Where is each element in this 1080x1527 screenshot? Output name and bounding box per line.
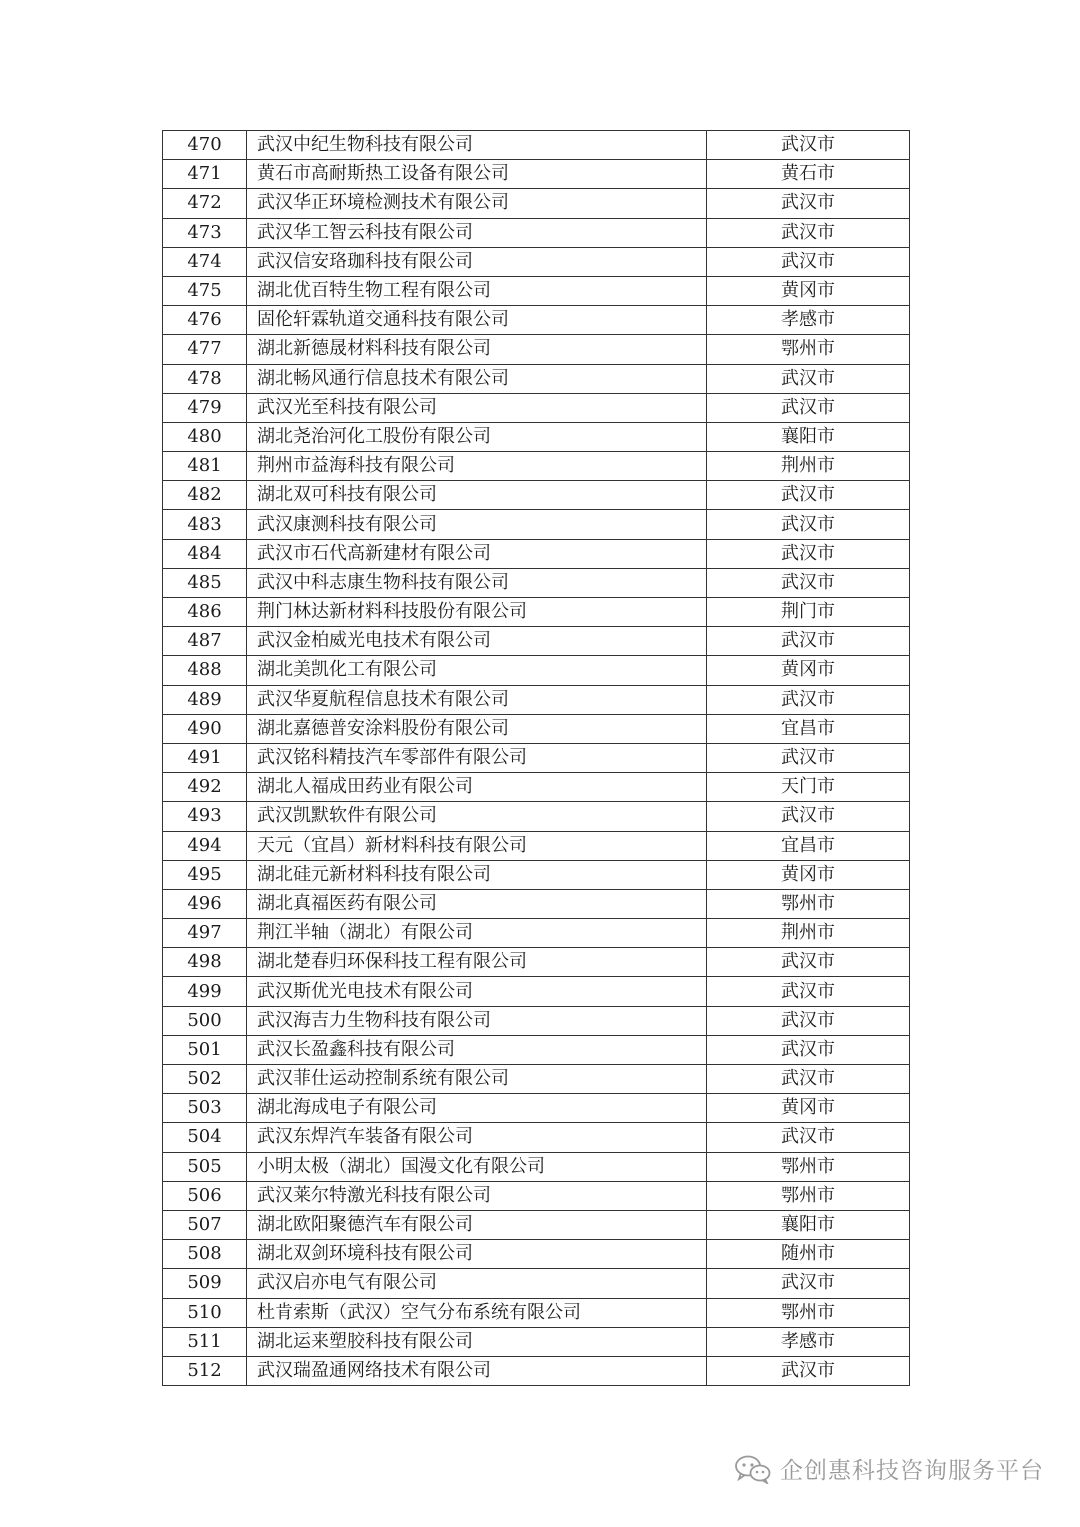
row-number: 486	[163, 598, 247, 627]
row-number: 503	[163, 1094, 247, 1123]
table-row	[163, 743, 910, 772]
row-number: 494	[163, 831, 247, 860]
city-name: 黄冈市	[707, 656, 910, 685]
table-row	[163, 1210, 910, 1239]
table-row	[163, 714, 910, 743]
company-name: 湖北运来塑胶科技有限公司	[247, 1327, 707, 1356]
city-name: 鄂州市	[707, 335, 910, 364]
table-row	[163, 1240, 910, 1269]
table-row	[163, 1181, 910, 1210]
table-row	[163, 1269, 910, 1298]
city-name: 武汉市	[707, 1065, 910, 1094]
city-name: 武汉市	[707, 977, 910, 1006]
table-row	[163, 364, 910, 393]
company-name: 固伦轩霖轨道交通科技有限公司	[247, 306, 707, 335]
company-name: 武汉东焊汽车装备有限公司	[247, 1123, 707, 1152]
company-table	[162, 130, 910, 1386]
company-name: 天元（宜昌）新材料科技有限公司	[247, 831, 707, 860]
city-name: 宜昌市	[707, 714, 910, 743]
company-name: 武汉康测科技有限公司	[247, 510, 707, 539]
city-name: 武汉市	[707, 1123, 910, 1152]
city-name: 武汉市	[707, 1356, 910, 1385]
company-name: 湖北双可科技有限公司	[247, 481, 707, 510]
city-name: 鄂州市	[707, 1152, 910, 1181]
watermark	[734, 1452, 1044, 1485]
company-name: 武汉华夏航程信息技术有限公司	[247, 685, 707, 714]
table-row	[163, 919, 910, 948]
table-row	[163, 189, 910, 218]
table-row	[163, 1152, 910, 1181]
city-name: 襄阳市	[707, 1210, 910, 1239]
company-name: 湖北海成电子有限公司	[247, 1094, 707, 1123]
city-name: 武汉市	[707, 627, 910, 656]
company-name: 湖北尧治河化工股份有限公司	[247, 422, 707, 451]
company-name: 武汉铭科精技汽车零部件有限公司	[247, 743, 707, 772]
row-number: 497	[163, 919, 247, 948]
row-number: 498	[163, 948, 247, 977]
row-number: 509	[163, 1269, 247, 1298]
table-row	[163, 481, 910, 510]
table-row	[163, 452, 910, 481]
company-name: 武汉中纪生物科技有限公司	[247, 131, 707, 160]
row-number: 480	[163, 422, 247, 451]
table-body	[163, 131, 910, 1386]
table-row	[163, 335, 910, 364]
company-name: 武汉斯优光电技术有限公司	[247, 977, 707, 1006]
table-row	[163, 831, 910, 860]
table-row	[163, 393, 910, 422]
row-number: 495	[163, 860, 247, 889]
table-row	[163, 1327, 910, 1356]
company-name: 武汉信安珞珈科技有限公司	[247, 247, 707, 276]
company-name: 荆州市益海科技有限公司	[247, 452, 707, 481]
company-name: 武汉海吉力生物科技有限公司	[247, 1006, 707, 1035]
city-name: 武汉市	[707, 393, 910, 422]
city-name: 武汉市	[707, 539, 910, 568]
city-name: 孝感市	[707, 306, 910, 335]
table-row	[163, 1065, 910, 1094]
city-name: 荆州市	[707, 452, 910, 481]
row-number: 472	[163, 189, 247, 218]
table-row	[163, 627, 910, 656]
company-name: 武汉中科志康生物科技有限公司	[247, 568, 707, 597]
row-number: 504	[163, 1123, 247, 1152]
row-number: 501	[163, 1035, 247, 1064]
company-name: 荆门林达新材料科技股份有限公司	[247, 598, 707, 627]
row-number: 485	[163, 568, 247, 597]
company-name: 武汉莱尔特激光科技有限公司	[247, 1181, 707, 1210]
city-name: 随州市	[707, 1240, 910, 1269]
row-number: 475	[163, 276, 247, 305]
city-name: 宜昌市	[707, 831, 910, 860]
company-name: 武汉长盈鑫科技有限公司	[247, 1035, 707, 1064]
row-number: 493	[163, 802, 247, 831]
table-row	[163, 539, 910, 568]
table-row	[163, 948, 910, 977]
table-row	[163, 422, 910, 451]
company-name: 武汉市石代高新建材有限公司	[247, 539, 707, 568]
row-number: 487	[163, 627, 247, 656]
city-name: 天门市	[707, 773, 910, 802]
table-row	[163, 1356, 910, 1385]
city-name: 武汉市	[707, 510, 910, 539]
table-row	[163, 1035, 910, 1064]
row-number: 479	[163, 393, 247, 422]
city-name: 武汉市	[707, 189, 910, 218]
row-number: 471	[163, 160, 247, 189]
row-number: 499	[163, 977, 247, 1006]
row-number: 474	[163, 247, 247, 276]
city-name: 黄冈市	[707, 276, 910, 305]
company-name: 武汉凯默软件有限公司	[247, 802, 707, 831]
company-name: 武汉华工智云科技有限公司	[247, 218, 707, 247]
company-name: 杜肯索斯（武汉）空气分布系统有限公司	[247, 1298, 707, 1327]
row-number: 500	[163, 1006, 247, 1035]
city-name: 孝感市	[707, 1327, 910, 1356]
row-number: 477	[163, 335, 247, 364]
company-name: 湖北嘉德普安涂料股份有限公司	[247, 714, 707, 743]
table-row	[163, 131, 910, 160]
row-number: 488	[163, 656, 247, 685]
table-row	[163, 1123, 910, 1152]
wechat-icon	[734, 1454, 772, 1484]
city-name: 鄂州市	[707, 889, 910, 918]
company-name: 黄石市高耐斯热工设备有限公司	[247, 160, 707, 189]
company-name: 湖北畅风通行信息技术有限公司	[247, 364, 707, 393]
city-name: 鄂州市	[707, 1181, 910, 1210]
city-name: 武汉市	[707, 948, 910, 977]
company-name: 武汉启亦电气有限公司	[247, 1269, 707, 1298]
row-number: 496	[163, 889, 247, 918]
table-row	[163, 860, 910, 889]
row-number: 508	[163, 1240, 247, 1269]
city-name: 武汉市	[707, 247, 910, 276]
table-row	[163, 773, 910, 802]
watermark-text: 企创惠科技咨询服务平台	[780, 1458, 1044, 1484]
table-row	[163, 1298, 910, 1327]
company-name: 武汉瑞盈通网络技术有限公司	[247, 1356, 707, 1385]
table-row	[163, 276, 910, 305]
company-name: 湖北硅元新材料科技有限公司	[247, 860, 707, 889]
row-number: 470	[163, 131, 247, 160]
city-name: 黄冈市	[707, 1094, 910, 1123]
city-name: 荆门市	[707, 598, 910, 627]
row-number: 510	[163, 1298, 247, 1327]
table-row	[163, 889, 910, 918]
city-name: 黄石市	[707, 160, 910, 189]
table-row	[163, 598, 910, 627]
table-row	[163, 1006, 910, 1035]
company-name: 湖北新德晟材料科技有限公司	[247, 335, 707, 364]
city-name: 武汉市	[707, 568, 910, 597]
row-number: 489	[163, 685, 247, 714]
row-number: 506	[163, 1181, 247, 1210]
row-number: 512	[163, 1356, 247, 1385]
company-name: 湖北欧阳聚德汽车有限公司	[247, 1210, 707, 1239]
row-number: 476	[163, 306, 247, 335]
city-name: 武汉市	[707, 481, 910, 510]
company-name: 武汉光至科技有限公司	[247, 393, 707, 422]
row-number: 502	[163, 1065, 247, 1094]
row-number: 481	[163, 452, 247, 481]
company-name: 荆江半轴（湖北）有限公司	[247, 919, 707, 948]
row-number: 491	[163, 743, 247, 772]
table-row	[163, 510, 910, 539]
company-name: 湖北优百特生物工程有限公司	[247, 276, 707, 305]
table-row	[163, 218, 910, 247]
table-row	[163, 306, 910, 335]
row-number: 490	[163, 714, 247, 743]
city-name: 武汉市	[707, 1035, 910, 1064]
table-row	[163, 977, 910, 1006]
company-name: 湖北美凯化工有限公司	[247, 656, 707, 685]
company-name: 武汉金柏威光电技术有限公司	[247, 627, 707, 656]
row-number: 507	[163, 1210, 247, 1239]
company-name: 湖北楚春归环保科技工程有限公司	[247, 948, 707, 977]
city-name: 武汉市	[707, 743, 910, 772]
company-name: 武汉菲仕运动控制系统有限公司	[247, 1065, 707, 1094]
table-row	[163, 1094, 910, 1123]
city-name: 武汉市	[707, 802, 910, 831]
row-number: 483	[163, 510, 247, 539]
row-number: 473	[163, 218, 247, 247]
city-name: 武汉市	[707, 1006, 910, 1035]
city-name: 鄂州市	[707, 1298, 910, 1327]
company-name: 小明太极（湖北）国漫文化有限公司	[247, 1152, 707, 1181]
city-name: 荆州市	[707, 919, 910, 948]
city-name: 武汉市	[707, 218, 910, 247]
company-name: 湖北人福成田药业有限公司	[247, 773, 707, 802]
table-row	[163, 802, 910, 831]
company-name: 武汉华正环境检测技术有限公司	[247, 189, 707, 218]
row-number: 492	[163, 773, 247, 802]
table-row	[163, 160, 910, 189]
row-number: 505	[163, 1152, 247, 1181]
city-name: 武汉市	[707, 364, 910, 393]
company-name: 湖北双剑环境科技有限公司	[247, 1240, 707, 1269]
row-number: 484	[163, 539, 247, 568]
row-number: 482	[163, 481, 247, 510]
city-name: 武汉市	[707, 131, 910, 160]
city-name: 武汉市	[707, 1269, 910, 1298]
row-number: 478	[163, 364, 247, 393]
city-name: 武汉市	[707, 685, 910, 714]
table-row	[163, 247, 910, 276]
table-row	[163, 656, 910, 685]
table-row	[163, 685, 910, 714]
row-number: 511	[163, 1327, 247, 1356]
city-name: 襄阳市	[707, 422, 910, 451]
city-name: 黄冈市	[707, 860, 910, 889]
table-row	[163, 568, 910, 597]
company-name: 湖北真福医药有限公司	[247, 889, 707, 918]
